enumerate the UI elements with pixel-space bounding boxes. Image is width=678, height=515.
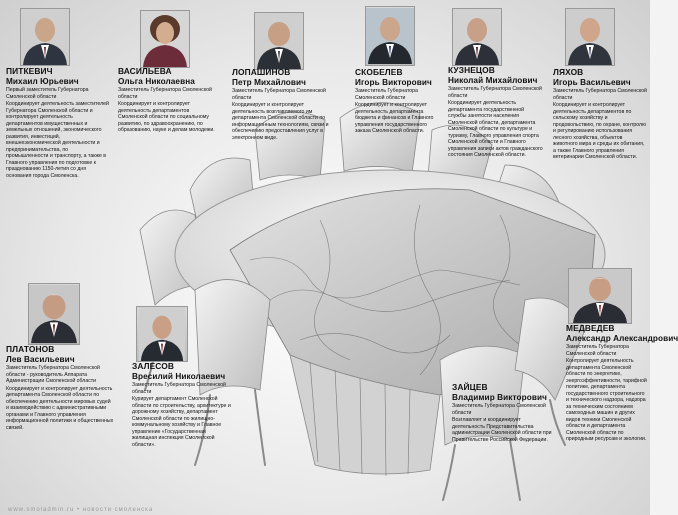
person-position: Заместитель Губернатора Смоленской области bbox=[118, 87, 212, 100]
person-position: Заместитель Губернатора Смоленской области bbox=[452, 403, 546, 416]
person-responsibilities: Координирует и контролирует деятельность департаментов по сельскому хозяйству и продовольствию, по охране, контролю и регулированию использования лесного хозяйства, объектов животного мира и среды их обитания, а также Главного управления ветеринарии Смоленской области. bbox=[553, 102, 646, 161]
person-name: ВАСИЛЬЕВА Ольга Николаевна bbox=[118, 66, 195, 86]
person-name: ЗАЙЦЕВ Владимир Викторович bbox=[452, 382, 547, 402]
person-responsibilities: Координирует деятельность заместителей Губернатора Смоленской области и контролирует деятельность департаментов имущественных и земельных отношений, экономического развития, инвестиций, внешнеэкономической деятельности и предпринимательства, по промышленности и транспорту, а также в Главного управления по подготовке к празднованию 1150-летия со дня основания города Смоленска. bbox=[6, 101, 109, 179]
person-name: ЛЯХОВ Игорь Васильевич bbox=[553, 67, 631, 87]
person-responsibilities: Возглавляет и координирует деятельность Представительства администрации Смоленской области при Правительстве Российской Федерации. bbox=[452, 417, 552, 443]
person-name: МЕДВЕДЕВ Александр Александрович bbox=[566, 323, 678, 343]
person-responsibilities: Курирует департамент Смоленской области по строительству, архитектуре и дорожному хозяйству, департамент Смоленской области по жилищно-коммунальному хозяйству и Главное управление «Государственная жилищная инспекция Смоленской области». bbox=[132, 396, 231, 448]
person-name: СКОБЕЛЕВ Игорь Викторович bbox=[355, 67, 432, 87]
person-position: Заместитель Губернатора Смоленской области - руководитель Аппарата Администрации Смоленской области bbox=[6, 365, 100, 385]
portrait-photo bbox=[568, 268, 632, 324]
portrait-photo bbox=[365, 6, 415, 66]
person-name: ПИТКЕВИЧ Михаил Юрьевич bbox=[6, 66, 79, 86]
person-position: Заместитель Губернатора Смоленской области bbox=[132, 382, 226, 395]
person-position: Заместитель Губернатора Смоленской области bbox=[355, 88, 418, 101]
person-position: Заместитель Губернатора Смоленской области bbox=[232, 88, 326, 101]
portrait-photo bbox=[140, 10, 190, 68]
person-responsibilities: Координирует и контролирует деятельность департамента бюджета и финансов и Главного управления государственного заказа Смоленской области. bbox=[355, 102, 434, 135]
person-responsibilities: Координирует деятельность департамента государственной службы занятости населения Смоленской области, департамента Смоленской области по культуре и туризму, Главного управления спорта Смоленской области и Главного управления записи актов гражданского состояния Смоленской области. bbox=[448, 100, 543, 159]
person-name: ЛОПАШИНОВ Петр Михайлович bbox=[232, 67, 307, 87]
person-responsibilities: Координирует и контролирует деятельность департаментов Смоленской области по социальному развитию, по здравоохранению, по образованию, науке и делам молодежи. bbox=[118, 101, 215, 134]
portrait-photo bbox=[28, 283, 80, 345]
person-position: Заместитель Губернатора Смоленской области bbox=[553, 88, 647, 101]
portrait-photo bbox=[136, 306, 188, 362]
portrait-photo bbox=[20, 8, 70, 66]
portrait-photo bbox=[254, 12, 304, 70]
person-responsibilities: Координирует и контролирует деятельность возглавляемого им департамента Смоленской области по информационным технологиям, связи и обеспечению предоставления услуг в электронном виде. bbox=[232, 102, 329, 141]
person-name: ПЛАТОНОВ Лев Васильевич bbox=[6, 344, 75, 364]
person-responsibilities: Контролирует деятельность департамента Смоленской области по энергетике, энергоэффективности, тарифной политике, департамента государственного строительного и технического надзора, надзора за техническим состоянием самоходных машин и других видов техники Смоленской области и департамента Смоленской области по природным ресурсам и экологии. bbox=[566, 358, 647, 443]
person-name: КУЗНЕЦОВ Николай Михайлович bbox=[448, 65, 538, 85]
person-position: Первый заместитель Губернатора Смоленской области bbox=[6, 87, 89, 100]
footer-watermark: www.smoladmin.ru • новости смоленска bbox=[8, 507, 154, 513]
portrait-photo bbox=[565, 8, 615, 66]
person-card-zaytsev bbox=[452, 383, 552, 443]
person-position: Заместитель Губернатора Смоленской области bbox=[566, 344, 629, 357]
person-responsibilities: Координирует и контролирует деятельность департамента Смоленской области по обеспечению деятельности мировых судей и взаимодействию с административными органами и Главного управления информационной политики и общественных связей. bbox=[6, 385, 114, 431]
person-position: Заместитель Губернатора Смоленской области bbox=[448, 86, 542, 99]
person-name: ЗАЛЕСОВ Вресилий Николаевич bbox=[132, 361, 226, 381]
portrait-photo bbox=[452, 8, 502, 66]
